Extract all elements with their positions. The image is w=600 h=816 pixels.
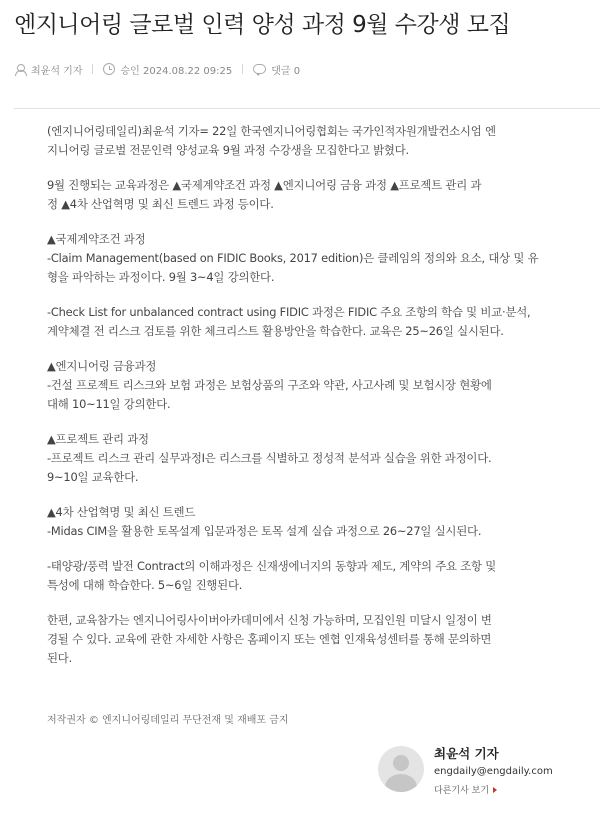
paragraph-line: -Claim Management(based on FIDIC Books, 2017 edition)은 클레임의 정의와 요소, 대상 및 유 xyxy=(47,251,539,265)
article-paragraph xyxy=(47,357,559,414)
article-paragraph xyxy=(47,430,559,487)
article-paragraph xyxy=(47,611,559,668)
author-name: 최윤석 기자 xyxy=(434,746,499,761)
meta-divider xyxy=(242,64,243,74)
paragraph-line: 형을 파악하는 과정이다. 9월 3~4일 강의한다. xyxy=(47,270,275,284)
clock-icon xyxy=(103,63,115,75)
author-email[interactable]: engdaily@engdaily.com xyxy=(434,766,553,777)
paragraph-line: 정 ▲4차 산업혁명 및 최신 트렌드 과정 등이다. xyxy=(47,197,274,211)
paragraph-line: ▲엔지니어링 금융과정 xyxy=(47,359,157,373)
comment-count[interactable]: 댓글 0 xyxy=(271,65,301,77)
article-paragraph xyxy=(47,503,559,541)
meta-approved xyxy=(103,62,232,77)
article-paragraph xyxy=(47,230,559,287)
arrow-right-icon xyxy=(493,787,497,793)
paragraph-line: 경될 수 있다. 교육에 관한 자세한 사항은 홈페이지 또는 엔협 인재육성센터를 통해 문의하면 xyxy=(47,632,492,646)
paragraph-line: 한편, 교육참가는 엔지니어링사이버아카데미에서 신청 가능하며, 모집인원 미달시 일정이 변 xyxy=(47,613,492,627)
paragraph-line: -건설 프로젝트 리스크와 보험 과정은 보험상품의 구조와 약관, 사고사례 및 보험시장 현황에 xyxy=(47,378,492,392)
paragraph-line: 지니어링 글로벌 전문인력 양성교육 9월 과정 수강생을 모집한다고 밝혔다. xyxy=(47,143,409,157)
article-meta xyxy=(14,61,300,77)
article-paragraph xyxy=(47,122,559,160)
article-paragraph xyxy=(47,303,559,341)
paragraph-line: 대해 10~11일 강의한다. xyxy=(47,397,171,411)
meta-comments[interactable] xyxy=(253,62,300,77)
header-divider xyxy=(14,108,600,109)
paragraph-line: (엔지니어링데일리)최윤석 기자= 22일 한국엔지니어링협회는 국가인적자원개발컨소시엄 엔 xyxy=(47,124,496,138)
paragraph-line: 된다. xyxy=(47,651,73,665)
comment-icon xyxy=(253,64,266,74)
paragraph-line: -Midas CIM을 활용한 토목설계 입문과정은 토목 설계 실습 과정으로 26~27일 실시된다. xyxy=(47,524,482,538)
paragraph-line: -Check List for unbalanced contract using FIDIC 과정은 FIDIC 주요 조항의 학습 및 비교·분석, xyxy=(47,305,531,319)
paragraph-line: -태양광/풍력 발전 Contract의 이해과정은 신재생에너지의 동향과 제도, 계약의 주요 조항 및 xyxy=(47,559,497,573)
article-title: 엔지니어링 글로벌 인력 양성 과정 9월 수강생 모집 xyxy=(14,12,511,38)
user-icon xyxy=(14,63,26,75)
paragraph-line: 9월 진행되는 교육과정은 ▲국제계약조건 과정 ▲엔지니어링 금융 과정 ▲프로젝트 관리 과 xyxy=(47,178,482,192)
paragraph-line: 계약체결 전 리스크 검토를 위한 체크리스트 활용방안을 학습한다. 교육은 25~26일 실시된다. xyxy=(47,324,504,338)
paragraph-line: 9~10일 교육한다. xyxy=(47,470,139,484)
author-card xyxy=(378,742,578,802)
paragraph-line: ▲프로젝트 관리 과정 xyxy=(47,432,149,446)
paragraph-line: ▲4차 산업혁명 및 최신 트렌드 xyxy=(47,505,196,519)
copyright-notice: 저작권자 © 엔지니어링데일리 무단전재 및 재배포 금지 xyxy=(47,715,289,726)
more-articles-label[interactable]: 다른기사 보기 xyxy=(434,786,490,796)
article-body xyxy=(47,122,559,684)
paragraph-line: -프로젝트 리스크 관리 실무과정I은 리스크를 식별하고 정성적 분석과 실습을 위한 과정이다. xyxy=(47,451,492,465)
paragraph-line: ▲국제계약조건 과정 xyxy=(47,232,146,246)
more-articles-link[interactable] xyxy=(434,783,497,796)
article-paragraph xyxy=(47,176,559,214)
article-paragraph xyxy=(47,557,559,595)
meta-divider xyxy=(92,64,93,74)
reporter-name[interactable]: 최윤석 기자 xyxy=(31,65,83,77)
meta-reporter[interactable] xyxy=(14,62,82,77)
avatar xyxy=(378,746,424,792)
paragraph-line: 특성에 대해 학습한다. 5~6일 진행된다. xyxy=(47,578,243,592)
approved-date: 승인 2024.08.22 09:25 xyxy=(120,65,233,77)
